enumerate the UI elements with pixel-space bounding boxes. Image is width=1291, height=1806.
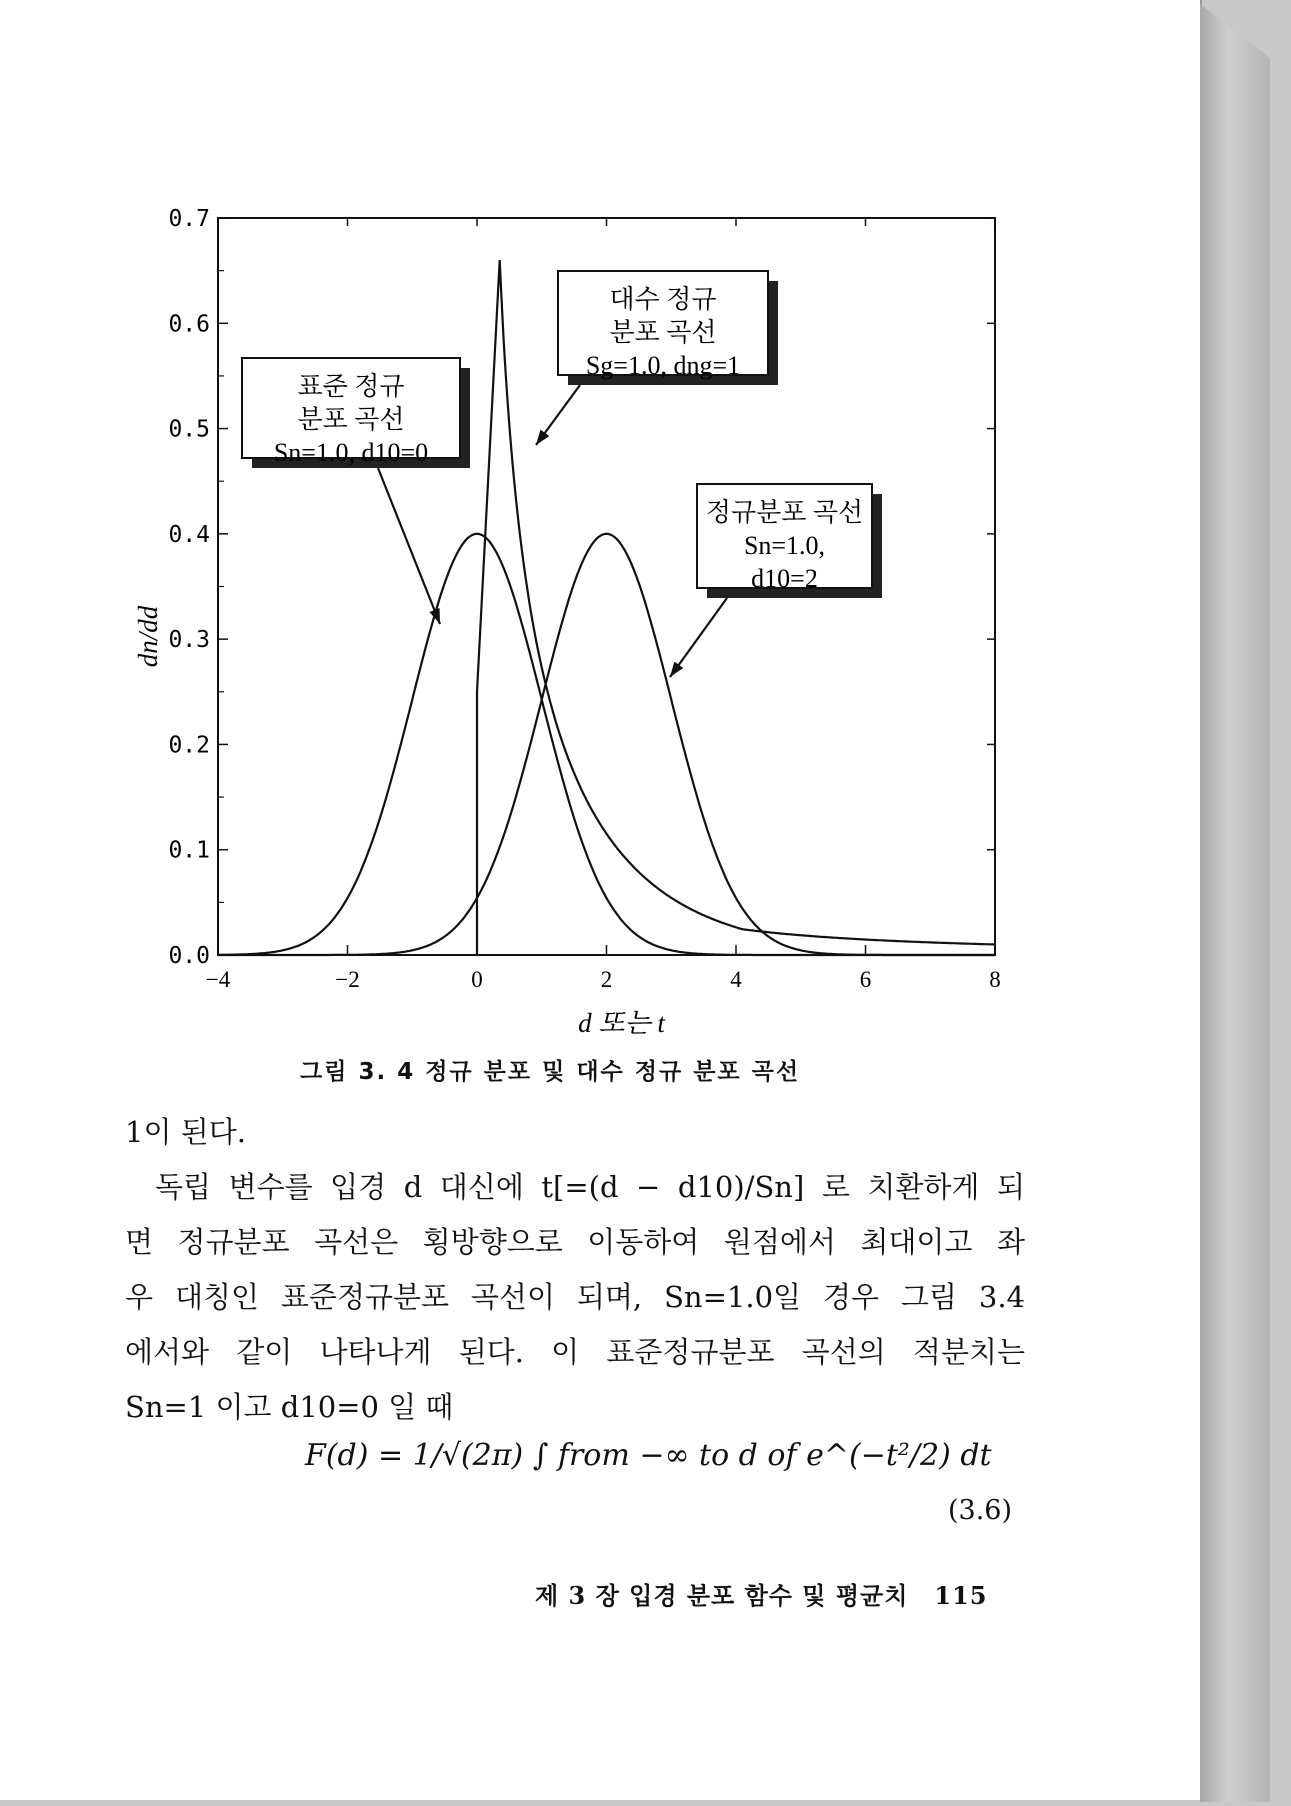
- callout-pointer: [378, 468, 440, 624]
- y-tick-label: 0.0: [168, 943, 210, 969]
- y-tick-label: 0.6: [168, 311, 210, 338]
- paragraph-line-1: 1이 된다.: [125, 1115, 246, 1149]
- x-tick-label: 8: [989, 967, 1001, 992]
- callout-text-line-1: 정규분포 곡선: [705, 498, 864, 527]
- callout-text-line-2: 분포 곡선: [609, 318, 717, 347]
- paragraph-line-2: 독립 변수를 입경 d 대신에 t[=(d − d10)/Sn] 로 치환하게 되: [155, 1170, 1025, 1204]
- equation-3-6: F(d) = 1/√(2π) ∫ from −∞ to d of e^(−t²/2) dt: [305, 1438, 992, 1473]
- page-footer: [535, 1576, 988, 1611]
- chapter-title: 제 3 장 입경 분포 함수 및 평균치: [535, 1581, 909, 1610]
- y-axis-label: dn/dd: [133, 605, 163, 668]
- callout-lognormal: [536, 271, 778, 445]
- callout-text-line-2: Sn=1.0,: [743, 531, 826, 560]
- paragraph-line-5: 에서와 같이 나타나게 된다. 이 표준정규분포 곡선의 적분치는: [125, 1335, 1025, 1369]
- x-tick-label: 6: [859, 967, 872, 992]
- paragraph-line-3: 면 정규분포 곡선은 횡방향으로 이동하여 원점에서 최대이고 좌: [125, 1225, 1025, 1259]
- callout-text-line-3: Sn=1.0, d10=0: [273, 438, 429, 467]
- x-tick-label: 4: [730, 967, 742, 992]
- x-tick-label: −4: [205, 967, 231, 992]
- callout-text-line-2: 분포 곡선: [297, 405, 405, 434]
- equation-number: (3.6): [948, 1495, 1013, 1526]
- paragraph-line-6: Sn=1 이고 d10=0 일 때: [125, 1390, 454, 1424]
- y-tick-label: 0.3: [168, 627, 210, 654]
- paragraph-line-4: 우 대칭인 표준정규분포 곡선이 되며, Sn=1.0일 경우 그림 3.4: [125, 1280, 1025, 1314]
- figure-caption: 그림 3. 4 정규 분포 및 대수 정규 분포 곡선: [300, 1059, 801, 1085]
- arrowhead-icon: [429, 608, 440, 624]
- x-tick-label: −2: [335, 967, 360, 992]
- arrowhead-icon: [536, 430, 549, 445]
- arrowhead-icon: [670, 662, 683, 677]
- page-number: 115: [934, 1581, 988, 1610]
- y-tick-label: 0.4: [168, 521, 210, 548]
- y-tick-label: 0.7: [168, 206, 210, 232]
- callout-standard: [242, 358, 470, 624]
- callout-text-line-1: 표준 정규: [297, 372, 405, 401]
- x-tick-label: 2: [600, 967, 613, 992]
- callouts: [242, 271, 882, 677]
- body-text: [125, 1105, 1025, 1435]
- y-tick-label: 0.2: [168, 732, 210, 759]
- y-tick-label: 0.1: [168, 837, 210, 864]
- x-tick-label: 0: [471, 967, 483, 992]
- callout-text-line-1: 대수 정규: [609, 285, 717, 314]
- page-edge: [1200, 4, 1270, 1802]
- x-axis-label: d 또는 t: [578, 1008, 665, 1038]
- y-tick-label: 0.5: [168, 416, 210, 443]
- callout-shifted: [670, 484, 882, 677]
- callout-text-line-3: d10=2: [751, 564, 818, 593]
- callout-text-line-3: Sg=1.0, dng=1: [585, 351, 741, 380]
